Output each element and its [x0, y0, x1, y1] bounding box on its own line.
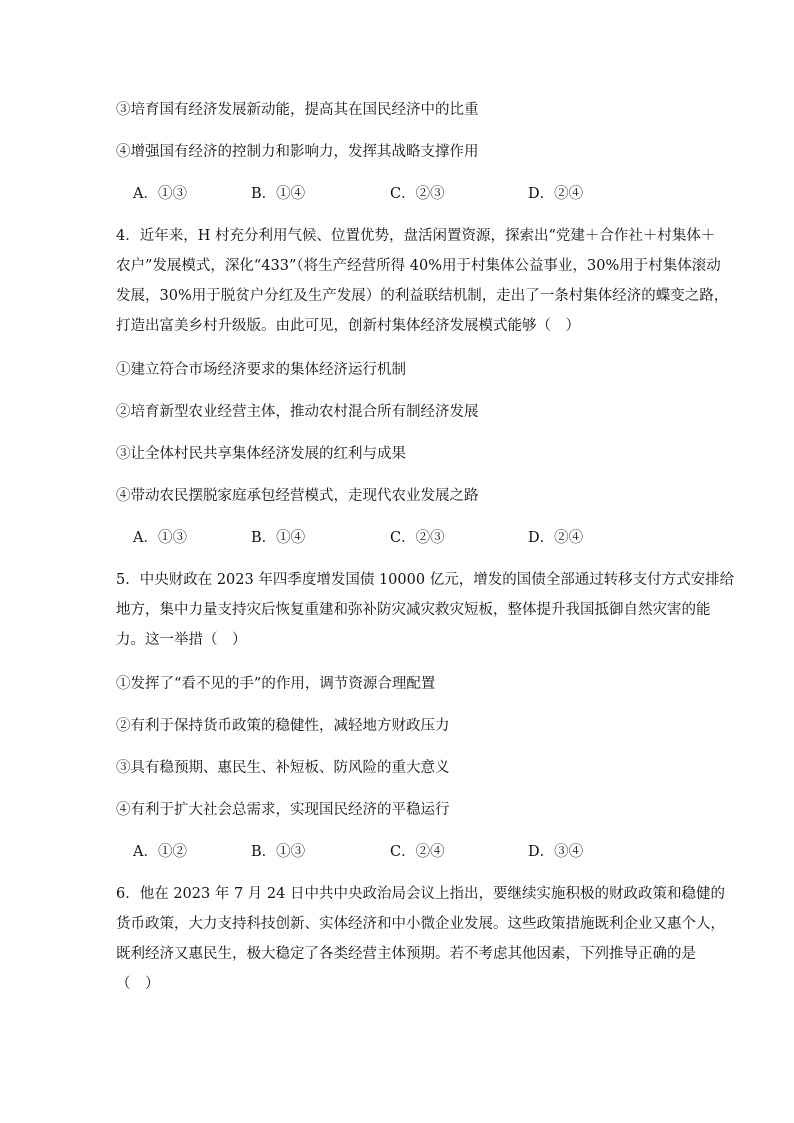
question-stem-line: 发展，30%用于脱贫户分红及生产发展）的利益联结机制，走出了一条村集体经济的蝶变之路，	[116, 288, 729, 304]
statement-1: ①发挥了“看不见的手”的作用，调节资源合理配置	[116, 676, 436, 692]
question-stem-line: （ ）	[116, 976, 160, 992]
statement-2: ②有利于保持货币政策的稳健性，减轻地方财政压力	[116, 718, 450, 734]
statement-1: ①建立符合市场经济要求的集体经济运行机制	[116, 362, 406, 378]
statement-4: ④带动农民摆脱家庭承包经营模式，走现代农业发展之路	[116, 488, 479, 504]
statement-3: ③让全体村民共享集体经济发展的红利与成果	[116, 446, 406, 462]
option-b[interactable]: B．①④	[251, 530, 306, 546]
question-stem-line: 货币政策，大力支持科技创新、实体经济和中小微企业发展。这些政策措施既利企业又惠个人，	[116, 916, 725, 932]
question-stem-line: 5．中央财政在 2023 年四季度增发国债 10000 亿元，增发的国债全部通过转移支付方式安排给	[116, 572, 735, 588]
option-d[interactable]: D．②④	[528, 186, 584, 202]
question-stem-line: 6．他在 2023 年 7 月 24 日中共中央政治局会议上指出，要继续实施积极的财政政策和稳健的	[116, 886, 725, 902]
question-stem-line: 力。这一举措（ ）	[116, 632, 247, 648]
option-a[interactable]: A．①②	[133, 844, 187, 860]
option-a[interactable]: A．①③	[133, 186, 187, 202]
option-c[interactable]: C．②③	[390, 530, 445, 546]
answer-options	[133, 528, 693, 548]
answer-options	[133, 184, 693, 204]
question-stem-line: 4．近年来，H 村充分利用气候、位置优势，盘活闲置资源，探索出“党建＋合作社＋村集体＋	[116, 228, 716, 244]
question-stem-line: 打造出富美乡村升级版。由此可见，创新村集体经济发展模式能够（ ）	[116, 318, 580, 334]
option-c[interactable]: C．②③	[390, 186, 445, 202]
question-stem-line: 既利经济又惠民生，极大稳定了各类经营主体预期。若不考虑其他因素，下列推导正确的是	[116, 946, 696, 962]
answer-options	[133, 842, 693, 862]
option-c[interactable]: C．②④	[390, 844, 445, 860]
option-b[interactable]: B．①③	[251, 844, 306, 860]
option-d[interactable]: D．②④	[528, 530, 584, 546]
option-b[interactable]: B．①④	[251, 186, 306, 202]
statement-3: ③培育国有经济发展新动能，提高其在国民经济中的比重	[116, 102, 479, 118]
statement-2: ②培育新型农业经营主体，推动农村混合所有制经济发展	[116, 404, 479, 420]
statement-4: ④增强国有经济的控制力和影响力，发挥其战略支撑作用	[116, 144, 479, 160]
question-stem-line: 农户”发展模式，深化“433”（将生产经营所得 40%用于村集体公益事业，30%用于村集体滚动	[116, 258, 721, 274]
question-stem-line: 地方，集中力量支持灾后恢复重建和弥补防灾减灾救灾短板，整体提升我国抵御自然灾害的能	[116, 602, 711, 618]
option-d[interactable]: D．③④	[528, 844, 584, 860]
statement-4: ④有利于扩大社会总需求，实现国民经济的平稳运行	[116, 802, 450, 818]
option-a[interactable]: A．①③	[133, 530, 187, 546]
statement-3: ③具有稳预期、惠民生、补短板、防风险的重大意义	[116, 760, 450, 776]
